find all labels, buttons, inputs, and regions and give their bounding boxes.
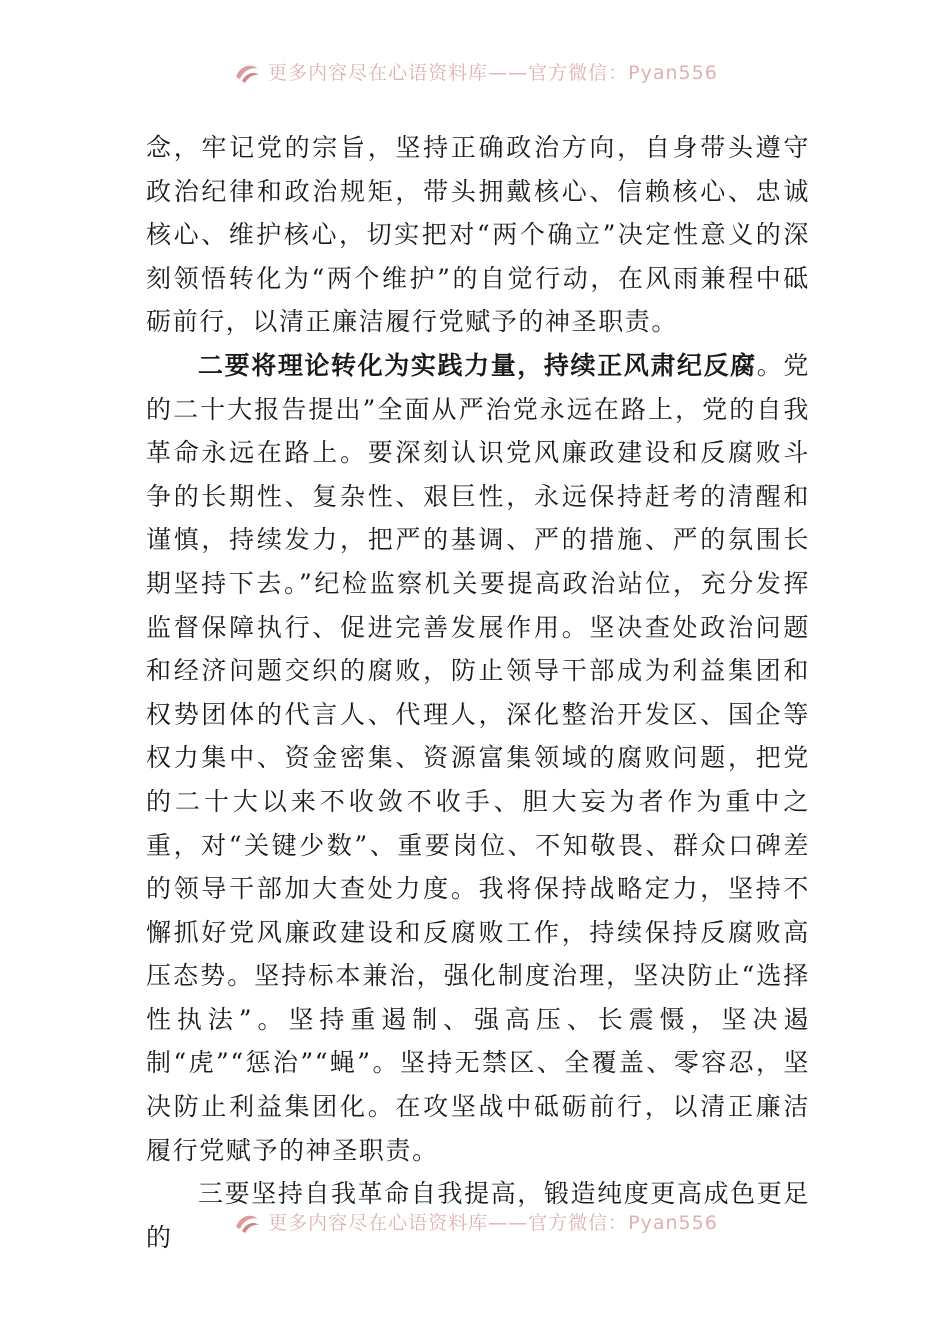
paragraph-2 bbox=[146, 344, 810, 1172]
document-body bbox=[146, 126, 810, 1259]
header-watermark-text: 更多内容尽在心语资料库——官方微信：Pyan556 bbox=[268, 62, 718, 84]
paragraph-3-text: 三要坚持自我革命自我提高，锻造纯度更高成色更足的 bbox=[146, 1179, 810, 1252]
paragraph-2-heading: 二要将理论转化为实践力量，持续正风肃纪反腐 bbox=[198, 350, 757, 380]
watermark-logo-icon bbox=[232, 59, 262, 85]
watermark-logo-icon bbox=[232, 1209, 262, 1235]
paragraph-1 bbox=[146, 126, 810, 344]
footer-watermark-text: 更多内容尽在心语资料库——官方微信：Pyan556 bbox=[268, 1212, 718, 1234]
paragraph-1-text: 念，牢记党的宗旨，坚持正确政治方向，自身带头遵守政治纪律和政治规矩，带头拥戴核心、信赖核心、忠诚核心、维护核心，切实把对“两个确立”决定性意义的深刻领悟转化为“两个维护”的自觉行动，在风雨兼程中砥砺前行，以清正廉洁履行党赋予的神圣职责。 bbox=[146, 133, 810, 337]
header-watermark bbox=[0, 58, 950, 85]
paragraph-2-text: 。党的二十大报告提出”全面从严治党永远在路上，党的自我革命永远在路上。要深刻认识党风廉政建设和反腐败斗争的长期性、复杂性、艰巨性，永远保持赶考的清醒和谨慎，持续发力，把严的基调、严的措施、严的氛围长期坚持下去。”纪检监察机关要提高政治站位，充分发挥监督保障执行、促进完善发展作用。坚决查处政治问题和经济问题交织的腐败，防止领导干部成为利益集团和权势团体的代言人、代理人，深化整治开发区、国企等权力集中、资金密集、资源富集领域的腐败问题，把党的二十大以来不收敛不收手、胆大妄为者作为重中之重，对“关键少数”、重要岗位、不知敬畏、群众口碑差的领导干部加大查处力度。我将保持战略定力，坚持不懈抓好党风廉政建设和反腐败工作，持续保持反腐败高压态势。坚持标本兼治，强化制度治理，坚决防止“选择性执法”。坚持重遏制、强高压、长震慑，坚决遏制“虎”“惩治”“蝇”。坚持无禁区、全覆盖、零容忍，坚决防止利益集团化。在攻坚战中砥砺前行，以清正廉洁履行党赋予的神圣职责。 bbox=[146, 350, 810, 1165]
footer-watermark bbox=[0, 1208, 950, 1235]
